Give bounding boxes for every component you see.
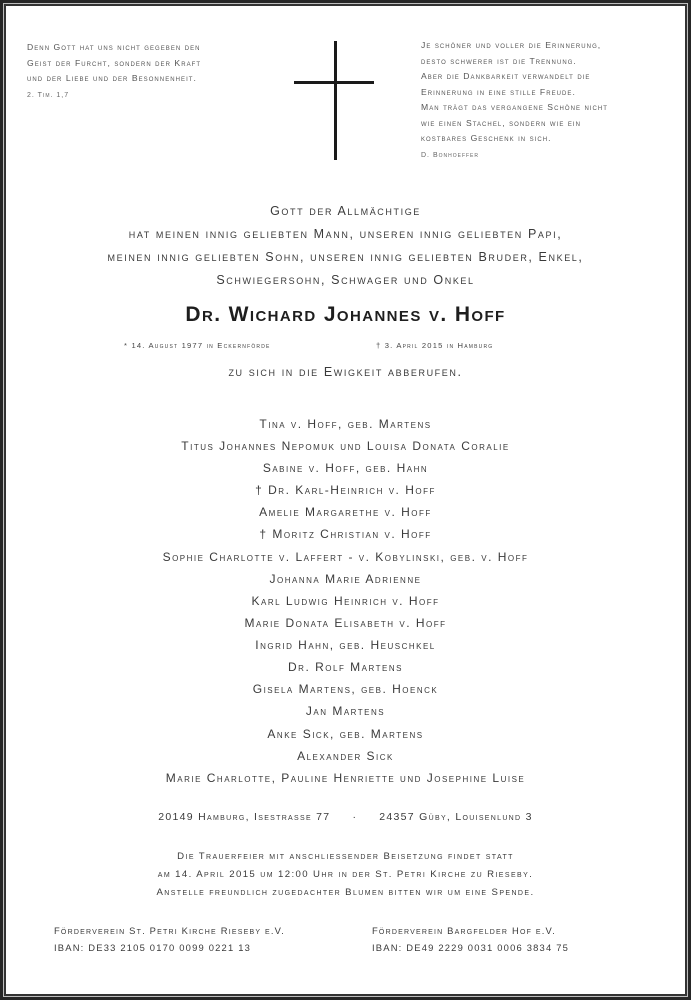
donation-org: Förderverein Bargfelder Hof e.V.	[372, 925, 556, 936]
quote-line: Aber die Dankbarkeit verwandelt die	[421, 71, 591, 81]
quote-line: Erinnerung in eine stille Freude.	[421, 86, 576, 97]
mourner-entry: Marie Charlotte, Pauline Henriette und Josephine Luise	[165, 771, 526, 785]
address-gueby: 24357 Güby, Louisenlund 3	[379, 811, 533, 823]
donation-account-rieseby	[54, 925, 285, 953]
mourner-entry: Anke Sick, geb. Martens	[267, 727, 424, 741]
cross-horizontal-bar	[294, 81, 374, 84]
donation-account-bargfeld	[372, 925, 569, 953]
mourner-entry: Marie Donata Elisabeth v. Hoff	[244, 616, 447, 630]
quote-line: desto schwerer ist die Trennung.	[421, 55, 577, 66]
called-home-text: zu sich in die Ewigkeit abberufen.	[228, 365, 463, 379]
mourner-entry: Dr. Rolf Martens	[288, 660, 403, 674]
quote-line: wie einen Stachel, sondern wie ein	[421, 117, 581, 128]
address-separator: ·	[352, 811, 358, 823]
mourner-entry: Ingrid Hahn, geb. Heuschkel	[255, 638, 436, 652]
quote-line: und der Liebe und der Besonnenheit.	[27, 73, 197, 83]
addresses	[0, 811, 691, 823]
intro-line: Schwiegersohn, Schwager und Onkel	[216, 273, 475, 287]
intro-line: meinen innig geliebten Sohn, unseren innig geliebten Bruder, Enkel,	[107, 250, 584, 264]
mourner-entry: Jan Martens	[305, 704, 386, 718]
death-date: † 3. April 2015 in Hamburg	[376, 341, 494, 350]
quote-citation: D. Bonhoeffer	[421, 151, 480, 159]
mourner-entry: Karl Ludwig Heinrich v. Hoff	[251, 594, 440, 608]
quote-line: Denn Gott hat uns nicht gegeben den	[27, 42, 201, 52]
mourner-entry: Sabine v. Hoff, geb. Hahn	[262, 461, 429, 475]
donation-iban: IBAN: DE33 2105 0170 0099 0221 13	[54, 942, 252, 953]
mourner-entry: Tina v. Hoff, geb. Martens	[259, 417, 432, 431]
intro-line: Gott der Allmächtige	[270, 204, 421, 218]
mourner-entry: † Moritz Christian v. Hoff	[259, 527, 432, 541]
quote-citation: 2. Tim. 1,7	[27, 91, 70, 99]
mourner-entry: Amelie Margarethe v. Hoff	[259, 505, 432, 519]
quote-line: kostbares Geschenk in sich.	[421, 133, 552, 143]
deceased-name: Dr. Wichard Johannes v. Hoff	[185, 303, 506, 326]
donation-org: Förderverein St. Petri Kirche Rieseby e.V.	[54, 925, 286, 936]
quote-line: Geist der Furcht, sondern der Kraft	[27, 57, 202, 68]
birth-date: * 14. August 1977 in Eckernförde	[124, 341, 271, 350]
mourner-entry: Johanna Marie Adrienne	[269, 572, 422, 586]
bonhoeffer-quote	[421, 38, 671, 159]
intro-line: hat meinen innig geliebten Mann, unseren innig geliebten Papi,	[128, 227, 563, 241]
quote-line: Je schöner und voller die Erinnerung,	[421, 40, 602, 50]
funeral-info-line: am 14. April 2015 um 12:00 Uhr in der St. Petri Kirche zu Rieseby.	[157, 869, 534, 880]
quote-line: Man trägt das vergangene Schöne nicht	[421, 102, 609, 112]
mourner-entry: † Dr. Karl-Heinrich v. Hoff	[255, 483, 436, 497]
address-hamburg: 20149 Hamburg, Isestrasse 77	[158, 811, 331, 823]
mourner-entry: Sophie Charlotte v. Laffert - v. Kobylinski, geb. v. Hoff	[162, 550, 529, 564]
mourner-entry: Alexander Sick	[297, 749, 394, 763]
funeral-info-line: Anstelle freundlich zugedachter Blumen bitten wir um eine Spende.	[156, 887, 535, 898]
mourner-entry: Titus Johannes Nepomuk und Louisa Donata Coralie	[181, 439, 510, 453]
funeral-info-line: Die Trauerfeier mit anschliessender Beisetzung findet statt	[177, 851, 514, 862]
mourner-entry: Gisela Martens, geb. Hoenck	[252, 682, 439, 696]
bible-quote	[27, 40, 267, 99]
donation-iban: IBAN: DE49 2229 0031 0006 3834 75	[372, 942, 570, 953]
cross-vertical-bar	[334, 41, 337, 160]
